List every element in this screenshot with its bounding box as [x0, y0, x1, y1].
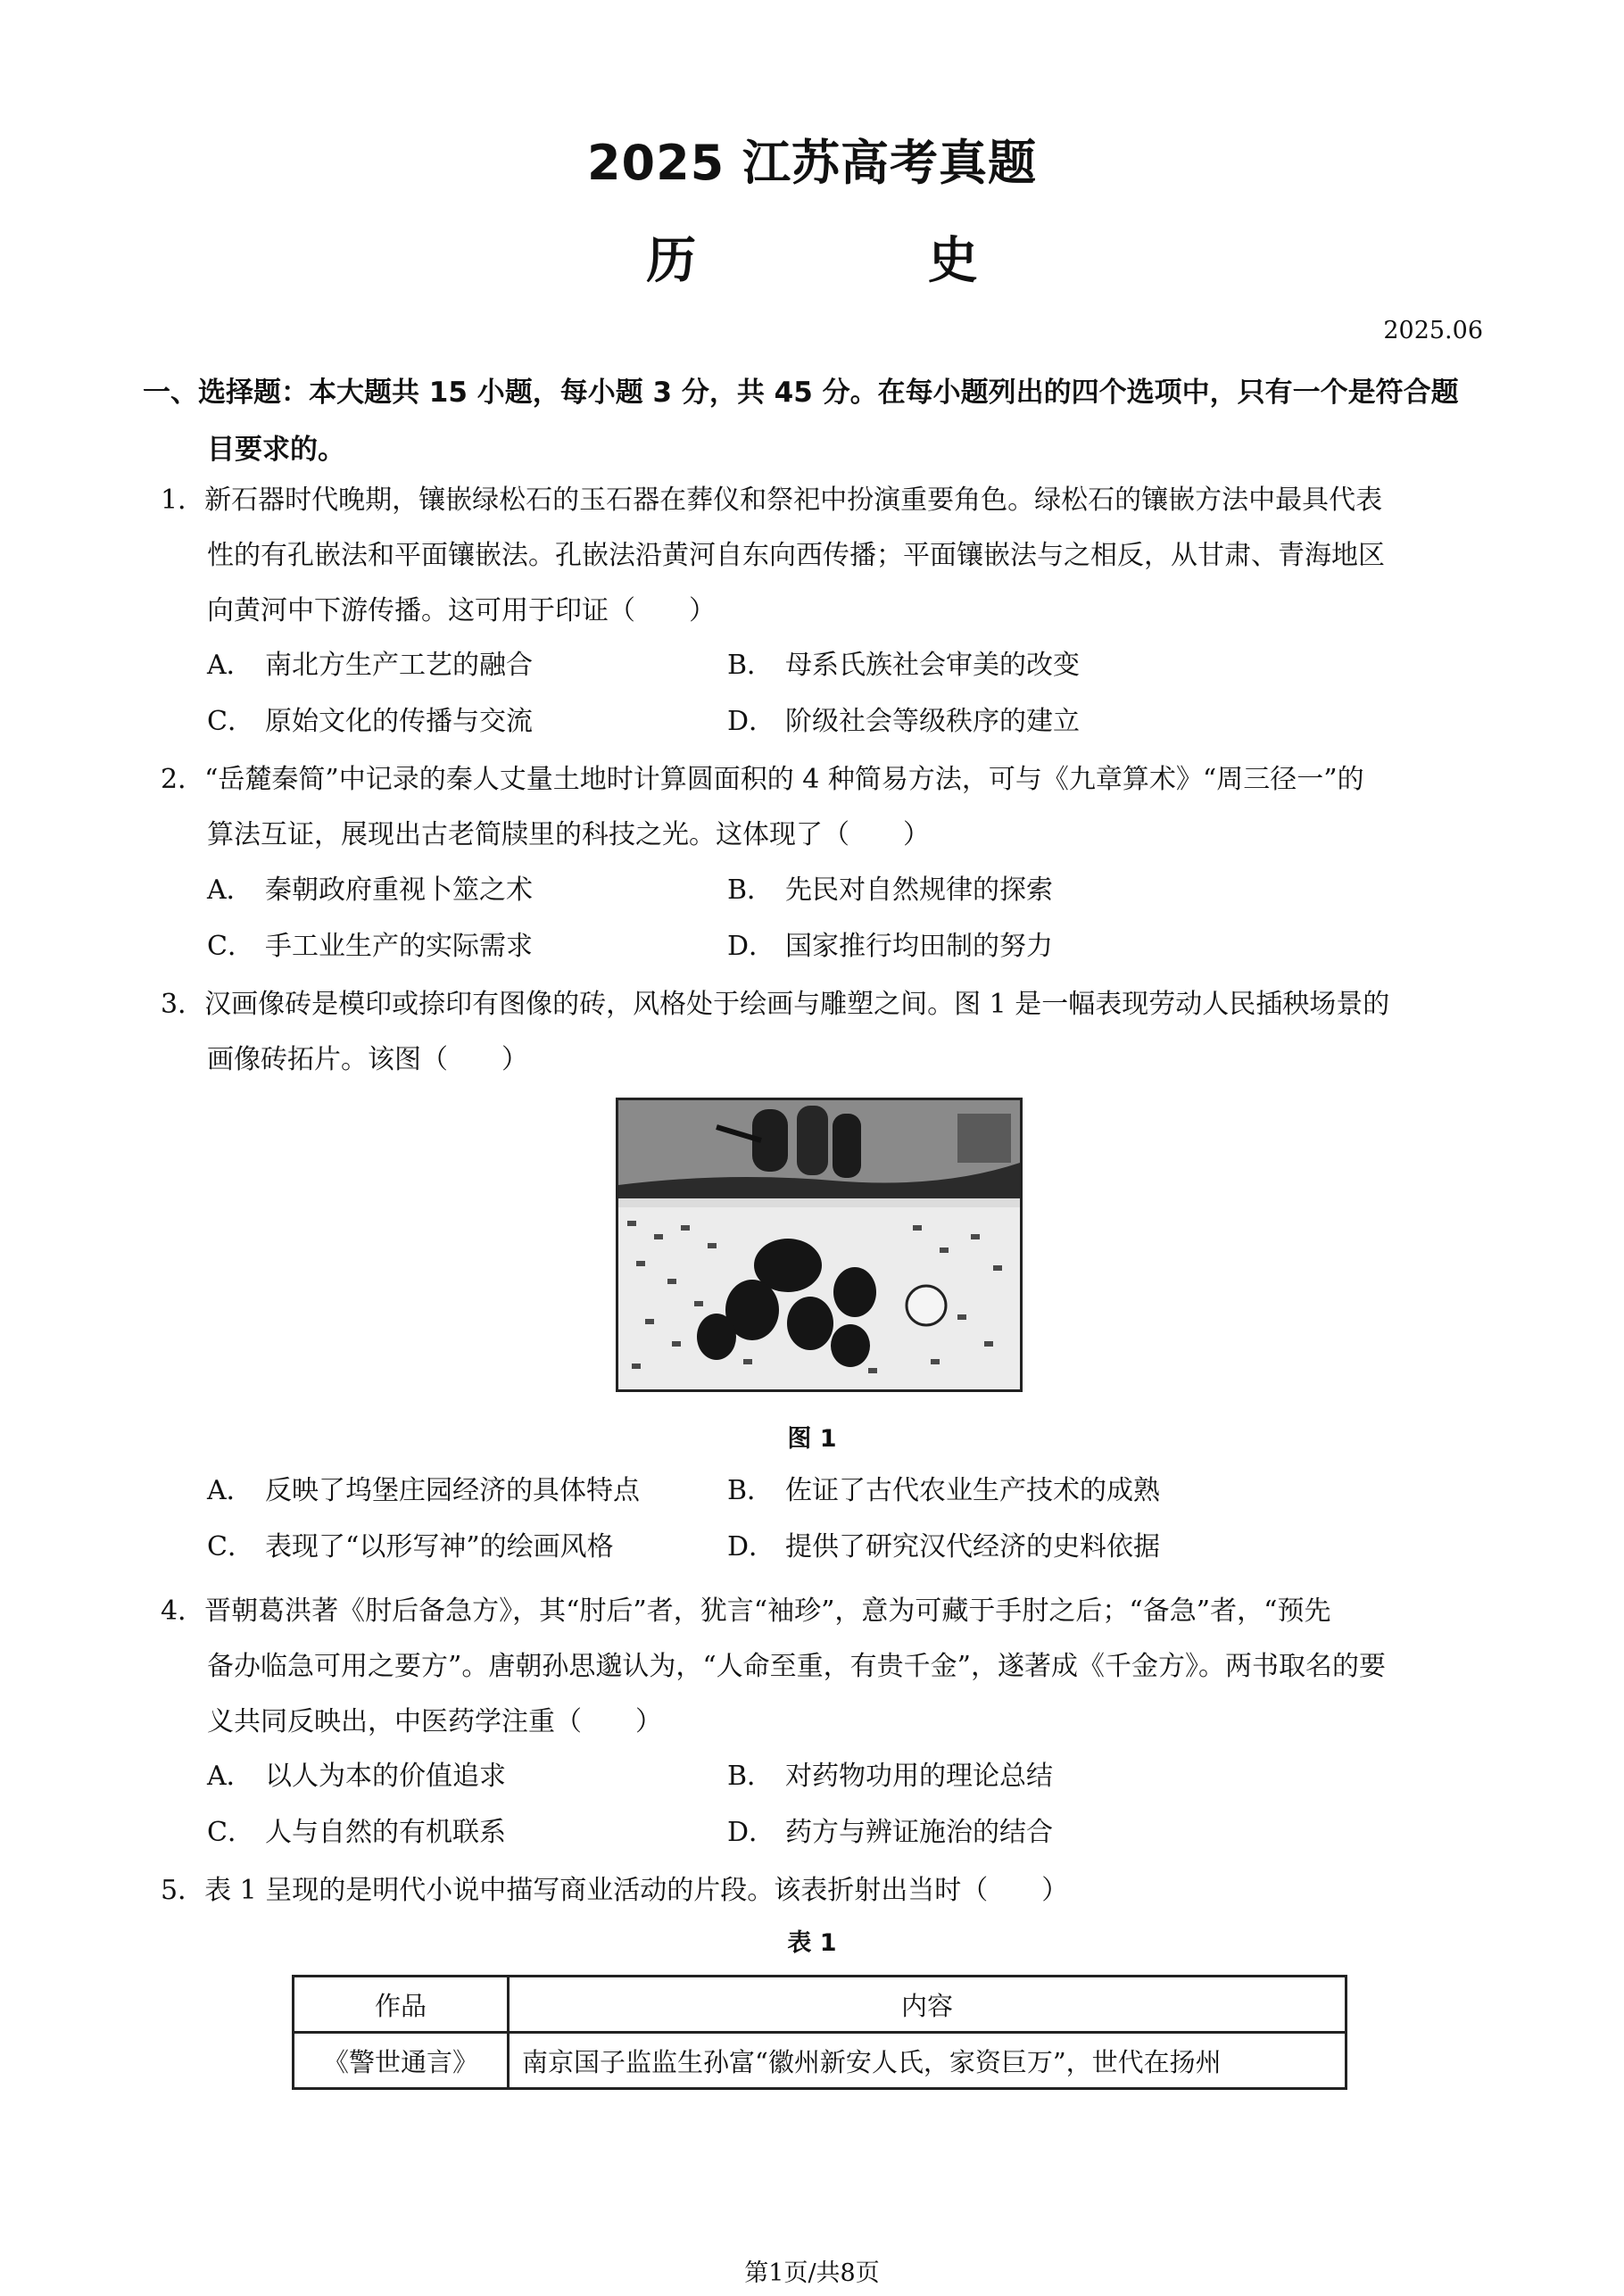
question-3-line: 3．汉画像砖是模印或捺印有图像的砖，风格处于绘画与雕塑之间。图 1 是一幅表现劳动人民插秧场景的	[161, 989, 1390, 1020]
option-b[interactable]	[727, 1468, 1160, 1507]
question-1	[161, 473, 1499, 639]
option-text: 药方与辨证施治的结合	[785, 1817, 1053, 1848]
option-letter: C．	[207, 931, 254, 962]
table-cell-work: 《警世通言》	[294, 2033, 509, 2089]
table-header-row	[294, 1977, 1346, 2033]
option-letter: A．	[207, 650, 253, 681]
question-2-line: 算法互证，展现出古老简牍里的科技之光。这体现了（ ）	[207, 819, 930, 850]
option-letter: C．	[207, 1817, 254, 1848]
rice-planting-rubbing-illustration	[618, 1100, 1020, 1389]
option-letter: D．	[727, 1817, 776, 1848]
option-text: 提供了研究汉代经济的史料依据	[785, 1531, 1160, 1562]
option-a[interactable]	[207, 1753, 506, 1793]
table-row	[294, 2033, 1346, 2089]
option-letter: A．	[207, 1475, 253, 1506]
option-a[interactable]	[207, 642, 533, 682]
option-text: 表现了“以形写神”的绘画风格	[265, 1531, 614, 1562]
question-5-line: 5．表 1 呈现的是明代小说中描写商业活动的片段。该表折射出当时（ ）	[161, 1875, 1069, 1906]
option-b[interactable]	[727, 1753, 1053, 1793]
option-d[interactable]	[727, 699, 1080, 738]
rubbing-figure-image	[616, 1098, 1023, 1392]
table-header-cell: 内容	[509, 1977, 1346, 2033]
question-4-line: 备办临急可用之要方”。唐朝孙思邈认为，“人命至重，有贵千金”，遂著成《千金方》。两书取名的要	[207, 1651, 1387, 1682]
option-d[interactable]	[727, 924, 1053, 963]
option-text: 母系氏族社会审美的改变	[785, 650, 1080, 681]
question-3-line: 画像砖拓片。该图（ ）	[207, 1044, 528, 1075]
option-text: 以人为本的价值追求	[265, 1761, 506, 1792]
option-letter: B．	[727, 874, 775, 906]
option-letter: B．	[727, 1475, 775, 1506]
question-4-line: 义共同反映出，中医药学注重（ ）	[207, 1706, 662, 1737]
option-text: 对药物功用的理论总结	[785, 1761, 1053, 1792]
question-5	[161, 1863, 1499, 1919]
option-letter: B．	[727, 1761, 775, 1792]
page-number: 第1页/共8页	[744, 2259, 880, 2287]
table-caption: 表 1	[787, 1929, 837, 1957]
option-b[interactable]	[727, 867, 1053, 907]
option-letter: D．	[727, 706, 776, 737]
question-1-line: 向黄河中下游传播。这可用于印证（ ）	[207, 595, 716, 626]
option-c[interactable]	[207, 924, 533, 963]
option-text: 国家推行均田制的努力	[785, 931, 1053, 962]
option-c[interactable]	[207, 1524, 614, 1563]
option-text: 人与自然的有机联系	[265, 1817, 506, 1848]
option-letter: A．	[207, 874, 253, 906]
option-d[interactable]	[727, 1810, 1053, 1849]
option-text: 佐证了古代农业生产技术的成熟	[785, 1475, 1160, 1506]
exam-date: 2025.06	[1383, 317, 1483, 344]
table-header-cell: 作品	[294, 1977, 509, 2033]
option-letter: A．	[207, 1761, 253, 1792]
subject-title: 历 史	[646, 232, 1085, 290]
option-text: 秦朝政府重视卜筮之术	[265, 874, 533, 906]
option-text: 南北方生产工艺的融合	[265, 650, 533, 681]
option-letter: C．	[207, 1531, 254, 1562]
question-2	[161, 752, 1499, 863]
option-text: 手工业生产的实际需求	[265, 931, 533, 962]
question-1-line: 性的有孔嵌法和平面镶嵌法。孔嵌法沿黄河自东向西传播；平面镶嵌法与之相反，从甘肃、青海地区	[207, 540, 1385, 571]
option-c[interactable]	[207, 699, 533, 738]
question-3	[161, 977, 1499, 1088]
option-text: 原始文化的传播与交流	[265, 706, 533, 737]
option-text: 反映了坞堡庄园经济的具体特点	[265, 1475, 640, 1506]
option-letter: B．	[727, 650, 775, 681]
option-d[interactable]	[727, 1524, 1160, 1563]
option-letter: C．	[207, 706, 254, 737]
section-heading	[143, 364, 1499, 478]
commerce-table	[292, 1975, 1347, 2090]
option-a[interactable]	[207, 1468, 640, 1507]
option-text: 先民对自然规律的探索	[785, 874, 1053, 906]
question-1-line: 1．新石器时代晚期，镶嵌绿松石的玉石器在葬仪和祭祀中扮演重要角色。绿松石的镶嵌方法中最具代表	[161, 485, 1383, 516]
question-4	[161, 1584, 1499, 1750]
option-a[interactable]	[207, 867, 533, 907]
option-b[interactable]	[727, 642, 1080, 682]
question-4-line: 4．晋朝葛洪著《肘后备急方》，其“肘后”者，犹言“袖珍”，意为可藏于手肘之后；“备急”者，“预先	[161, 1596, 1331, 1627]
table-cell-content: 南京国子监监生孙富“徽州新安人氏，家资巨万”，世代在扬州	[509, 2033, 1346, 2089]
option-letter: D．	[727, 1531, 776, 1562]
section-heading-line1: 一、选择题：本大题共 15 小题，每小题 3 分，共 45 分。在每小题列出的四个选项中，只有一个是符合题	[143, 377, 1459, 409]
section-heading-line2: 目要求的。	[207, 434, 345, 466]
option-c[interactable]	[207, 1810, 506, 1849]
question-2-line: 2．“岳麓秦简”中记录的秦人丈量土地时计算圆面积的 4 种简易方法，可与《九章算术》“周三径一”的	[161, 764, 1364, 795]
exam-title: 2025 江苏高考真题	[586, 135, 1038, 191]
option-text: 阶级社会等级秩序的建立	[785, 706, 1080, 737]
option-letter: D．	[727, 931, 776, 962]
figure-caption: 图 1	[787, 1425, 837, 1453]
